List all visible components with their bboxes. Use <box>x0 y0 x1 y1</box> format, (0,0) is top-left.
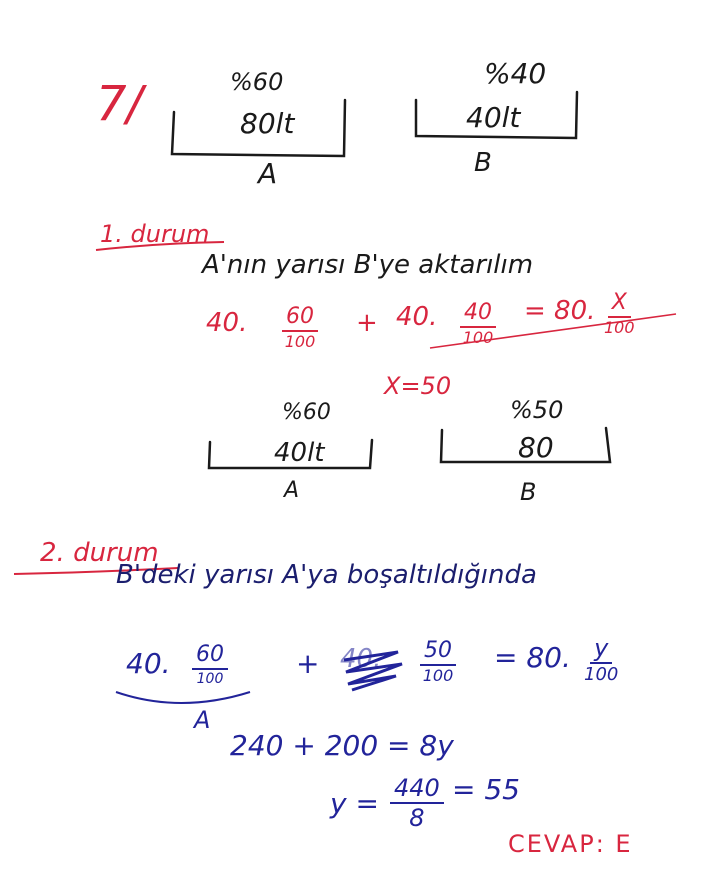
case2-step2-rhs: = 55 <box>452 773 520 806</box>
tank-b-percent: %40 <box>484 57 547 90</box>
case2-eq-t1: 40. <box>126 647 171 680</box>
case1-tank-a-label: A <box>284 478 300 503</box>
case2-eq-frac2 <box>420 640 456 684</box>
case2-heading: 2. durum <box>40 538 159 568</box>
tank-a-percent: %60 <box>230 68 284 96</box>
answer: CEVAP: E <box>508 830 633 858</box>
case2-step2-lhs: y = <box>330 787 379 820</box>
case1-eq-t2: 40. <box>396 302 438 332</box>
case2-eq-frac2-num: 50 <box>420 640 456 666</box>
tank-a-label: A <box>258 157 278 190</box>
case1-eq-frac3-den: 100 <box>604 318 635 337</box>
case2-eq-frac1 <box>192 644 228 686</box>
case2-step2-frac <box>390 776 444 830</box>
case1-eq-frac3-num: X <box>608 292 631 318</box>
case1-eq-frac2 <box>460 302 496 346</box>
case1-eq-frac3 <box>604 292 635 336</box>
case2-eq-frac2-den: 100 <box>422 666 454 685</box>
case1-eq-rhs: = 80. <box>524 296 596 326</box>
case2-eq-label-a: A <box>194 706 211 734</box>
case1-tank-a-volume: 40lt <box>274 438 325 468</box>
case2-eq-t2: 40. <box>340 644 382 674</box>
case1-eq-plus: + <box>356 308 378 338</box>
case1-eq-frac1-den: 100 <box>284 332 316 351</box>
case2-eq-rhs: = 80. <box>494 641 571 674</box>
tank-b-volume: 40lt <box>466 101 521 134</box>
case1-description: A'nın yarısı B'ye aktarılım <box>202 250 534 280</box>
case1-result: X=50 <box>384 372 452 400</box>
case1-heading: 1. durum <box>100 220 210 248</box>
case1-tank-a-percent: %60 <box>282 400 331 425</box>
case1-tank-b-label: B <box>520 478 537 506</box>
tank-b-label: B <box>474 148 492 178</box>
case2-brace-a <box>116 692 250 703</box>
problem-number: 7/ <box>96 76 143 132</box>
case2-eq-frac1-num: 60 <box>192 644 228 670</box>
case2-eq-plus: + <box>296 647 320 680</box>
case2-step2-num: 440 <box>390 776 444 804</box>
case2-eq-frac3-num: y <box>590 636 612 664</box>
case1-eq-frac2-num: 40 <box>460 302 496 328</box>
tank-a-volume: 80lt <box>240 107 295 140</box>
case2-step2-den: 8 <box>409 804 425 832</box>
case1-eq-frac1 <box>282 306 318 350</box>
case1-tank-b-percent: %50 <box>510 396 564 424</box>
case1-eq-frac2-den: 100 <box>462 328 494 347</box>
case1-eq-t1: 40. <box>206 308 248 338</box>
case2-description: B'deki yarısı A'ya boşaltıldığında <box>116 560 537 590</box>
case2-eq-frac1-den: 100 <box>196 671 224 687</box>
case2-eq-frac3-den: 100 <box>584 664 619 685</box>
case2-eq-frac3 <box>584 636 618 684</box>
case1-eq-frac1-num: 60 <box>282 306 318 332</box>
case2-step1: 240 + 200 = 8y <box>230 729 454 762</box>
case1-tank-b-volume: 80 <box>518 431 554 464</box>
